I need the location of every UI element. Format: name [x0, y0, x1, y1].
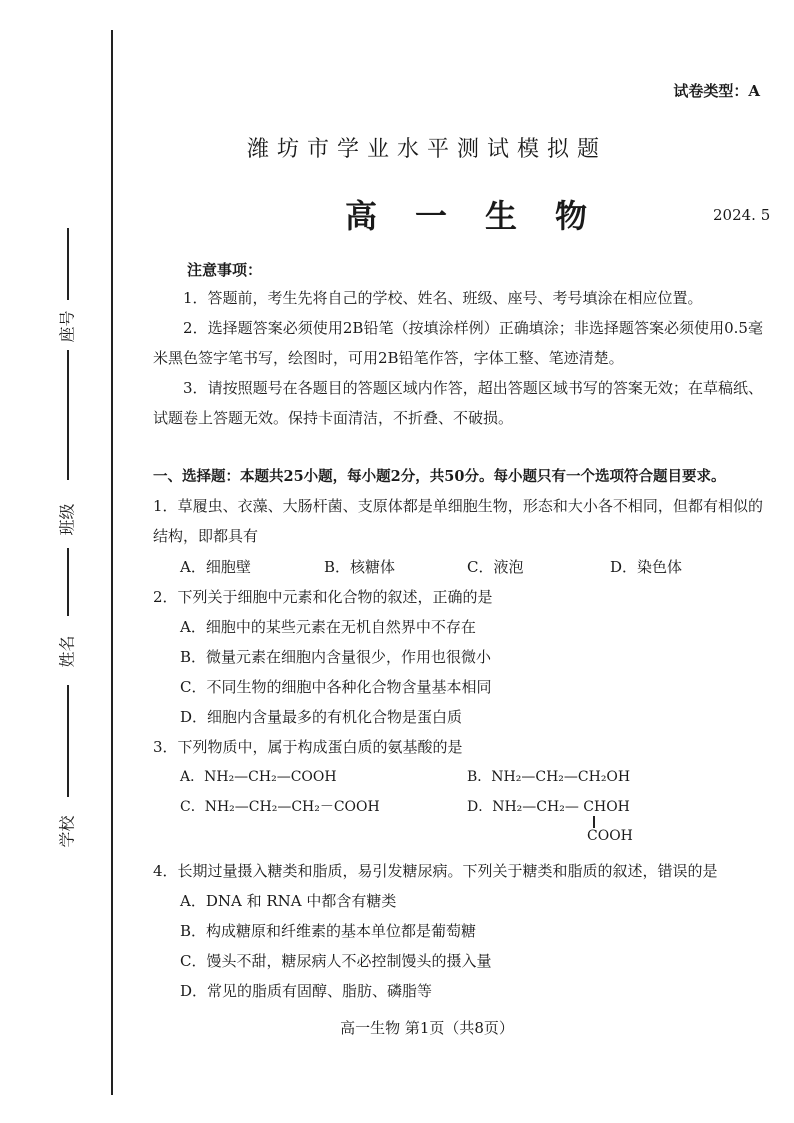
- question-4-stem: 4．长期过量摄入糖类和脂质，易引发糖尿病。下列关于糖类和脂质的叙述，错误的是: [153, 862, 718, 880]
- q2-option-c: C．不同生物的细胞中各种化合物含量基本相同: [180, 678, 492, 696]
- q4-option-b: B．构成糖原和纤维素的基本单位都是葡萄糖: [180, 922, 477, 940]
- section-heading: 一、选择题：本题共25小题，每小题2分，共50分。每小题只有一个选项符合题目要求。: [153, 468, 726, 485]
- name-fill-line-top[interactable]: [67, 548, 69, 616]
- q3-option-c: C．NH₂—CH₂—CH₂－COOH: [180, 799, 380, 815]
- class-label: 班级: [57, 503, 77, 536]
- q2-option-d: D．细胞内含量最多的有机化合物是蛋白质: [180, 708, 463, 726]
- question-3-stem: 3．下列物质中，属于构成蛋白质的氨基酸的是: [153, 738, 463, 756]
- exam-date: 2024. 5: [713, 206, 771, 224]
- q4-option-c: C．馒头不甜，糖尿病人不必控制馒头的摄入量: [180, 952, 492, 970]
- notice-item-1: 1．答题前，考生先将自己的学校、姓名、班级、座号、考号填涂在相应位置。: [183, 289, 703, 307]
- q3-option-b: B．NH₂—CH₂—CH₂OH: [467, 769, 631, 785]
- notice-heading: 注意事项：: [187, 261, 263, 279]
- question-2-stem: 2．下列关于细胞中元素和化合物的叙述，正确的是: [153, 588, 493, 606]
- q4-option-d: D．常见的脂质有固醇、脂肪、磷脂等: [180, 982, 433, 1000]
- school-label: 学校: [57, 815, 77, 848]
- notice-item-3: 3．请按照题号在各题目的答题区域内作答，超出答题区域书写的答案无效；在草稿纸、试题卷上答题无效。保持卡面清洁，不折叠、不破损。: [153, 379, 763, 427]
- q4-option-a: A．DNA 和 RNA 中都含有糖类: [180, 892, 397, 910]
- q1-option-c: C．液泡: [467, 558, 524, 576]
- school-title: 潍坊市学业水平测试模拟题: [246, 137, 607, 162]
- exam-type: 试卷类型：A: [673, 82, 760, 100]
- q3-option-d: D．NH₂—CH₂— CHOH: [467, 799, 630, 815]
- subject-title: 高一生物: [345, 197, 626, 235]
- q2-option-a: A．细胞中的某些元素在无机自然界中不存在: [180, 618, 476, 636]
- page-footer: 高一生物 第1页（共8页）: [340, 1019, 514, 1037]
- name-label: 姓名: [57, 635, 77, 668]
- school-fill-line[interactable]: [67, 685, 69, 797]
- seat-fill-line[interactable]: [67, 228, 69, 300]
- seat-label: 座号: [57, 310, 77, 343]
- q3-option-a: A．NH₂—CH₂—COOH: [180, 769, 337, 785]
- class-fill-line-top[interactable]: [67, 350, 69, 480]
- question-1-stem: 1．草履虫、衣藻、大肠杆菌、支原体都是单细胞生物，形态和大小各不相同，但都有相似的结构，即都具有: [153, 497, 763, 545]
- binding-line: [111, 30, 113, 1095]
- notice-item-2: 2．选择题答案必须使用2B铅笔（按填涂样例）正确填涂；非选择题答案必须使用0.5毫米黑色签字笔书写，绘图时，可用2B铅笔作答，字体工整、笔迹清楚。: [153, 319, 763, 367]
- q1-option-d: D．染色体: [610, 558, 683, 576]
- q2-option-b: B．微量元素在细胞内含量很少，作用也很微小: [180, 648, 492, 666]
- q3-d-branch: COOH: [587, 828, 633, 844]
- q1-option-b: B．核糖体: [324, 558, 396, 576]
- q3-d-bond-line: [593, 816, 595, 828]
- q1-option-a: A．细胞壁: [180, 558, 251, 576]
